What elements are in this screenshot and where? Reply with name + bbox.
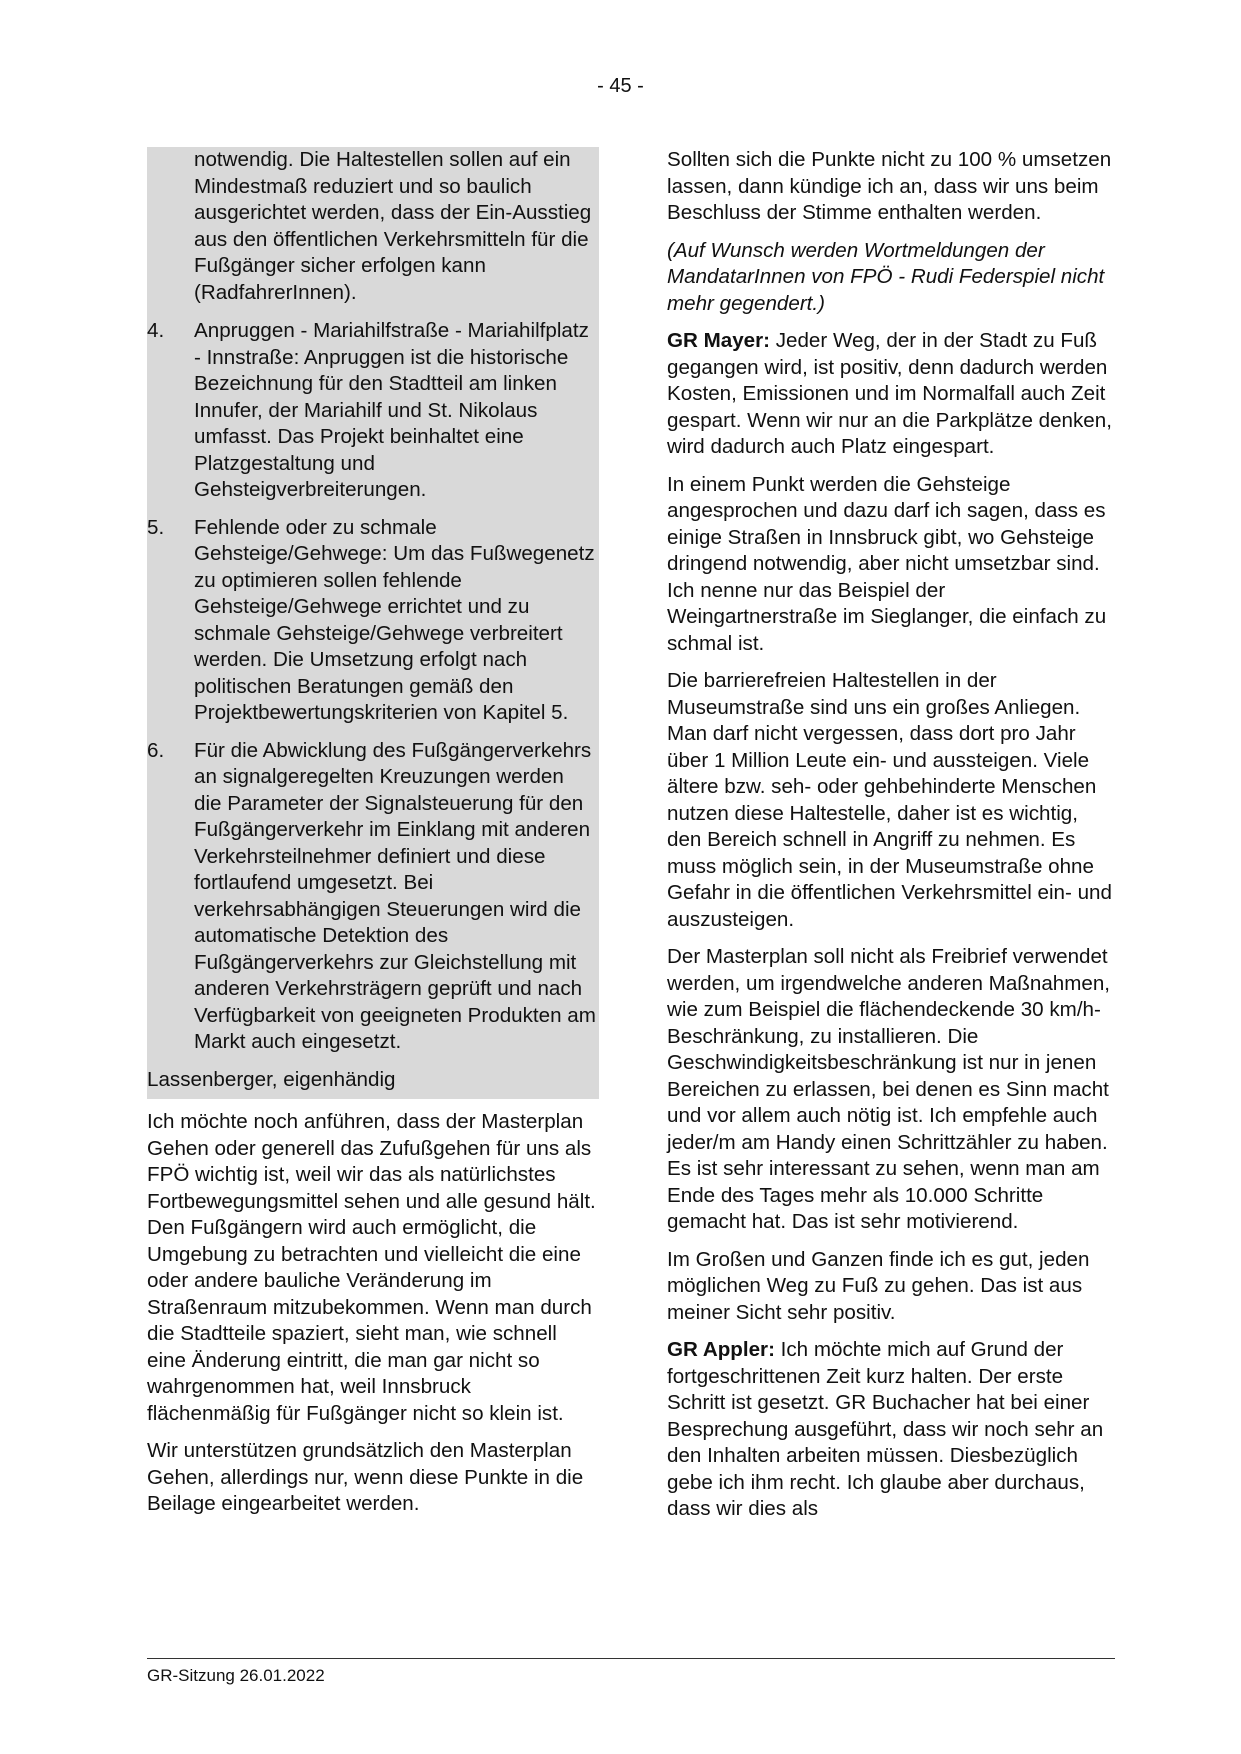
speech-text: Ich möchte mich auf Grund der fortgeschrittenen Zeit kurz halten. Der erste Schritt ist gesetzt. GR Buchacher hat bei einer Besprechung ausgeführt, dass wir noch sehr an den Inhalten arbeiten müssen. Diesbezüglich gebe ich ihm recht. Ich glaube aber durchaus, dass wir dies als <box>667 1338 1104 1520</box>
editorial-note: (Auf Wunsch werden Wortmeldungen der MandatarInnen von FPÖ - Rudi Federspiel nicht mehr gegendert.) <box>667 238 1105 315</box>
page-number: - 45 - <box>597 75 644 97</box>
list-text: Für die Abwicklung des Fußgängerverkehrs an signalgeregelten Kreuzungen werden die Parameter der Signalsteuerung für den Fußgängerverkehr im Einklang mit anderen Verkehrsteilnehmer definiert und diese fortlaufend umgesetzt. Bei verkehrsabhängigen Steuerungen wird die automatische Detektion des Fußgängerverkehrs zur Gleichstellung mit anderen Verkehrsträgern geprüft und nach Verfügbarkeit von geeigneten Produkten am Markt auch eingesetzt. <box>194 738 596 1053</box>
left-column <box>147 147 599 1529</box>
signature-line: Lassenberger, eigenhändig <box>147 1067 396 1091</box>
list-number: 5. <box>147 515 165 539</box>
list-item <box>147 738 597 1067</box>
list-text: Fehlende oder zu schmale Gehsteige/Gehwege: Um das Fußwegenetz zu optimieren sollen fehlende Gehsteige/Gehwege errichtet und zu schmale Gehsteige/Gehwege verbreitert werden. Die Umsetzung erfolgt nach politischen Beratungen gemäß den Projektbewertungskriterien von Kapitel 5. <box>194 515 595 724</box>
list-item <box>147 515 597 738</box>
paragraph: Der Masterplan soll nicht als Freibrief verwendet werden, um irgendwelche anderen Maßnahmen, wie zum Beispiel die flächendeckende 30 km/h-Beschränkung, zu installieren. Die Geschwindigkeitsbeschränkung ist nur in jenen Bereichen zu erlassen, bei denen es Sinn macht und vor allem auch nötig ist. Ich empfehle auch jeder/m am Handy einen Schrittzähler zu haben. Es ist sehr interessant zu sehen, wenn man am Ende des Tages mehr als 10.000 Schritte gemacht hat. Das ist sehr motivierend. <box>667 945 1111 1233</box>
speech-text: Jeder Weg, der in der Stadt zu Fuß gegangen wird, ist positiv, denn dadurch werden Kosten, Emissionen und im Normalfall auch Zeit gespart. Wenn wir nur an die Parkplätze denken, wird dadurch auch Platz eingespart. <box>667 329 1112 458</box>
list-item <box>147 318 597 515</box>
amendment-continuation: notwendig. Die Haltestellen sollen auf ein Mindestmaß reduziert und so baulich ausgerichtet werden, dass der Ein-Ausstieg aus den öffentlichen Verkehrsmitteln für die Fußgänger sicher erfolgen kann (RadfahrerInnen). <box>194 148 592 304</box>
footer-text: GR-Sitzung 26.01.2022 <box>147 1666 325 1685</box>
paragraph: Wir unterstützen grundsätzlich den Masterplan Gehen, allerdings nur, wenn diese Punkte in die Beilage eingearbeitet werden. <box>147 1439 584 1515</box>
highlighted-amendment <box>147 147 599 1099</box>
list-number: 6. <box>147 738 165 762</box>
paragraph: Im Großen und Ganzen finde ich es gut, jeden möglichen Weg zu Fuß zu gehen. Das ist aus meiner Sicht sehr positiv. <box>667 1247 1090 1324</box>
speaker-name: GR Mayer: <box>667 329 770 352</box>
paragraph: In einem Punkt werden die Gehsteige angesprochen und dazu darf ich sagen, dass es einige Straßen in Innsbruck gibt, wo Gehsteige dringend notwendig, aber nicht umsetzbar sind. Ich nenne nur das Beispiel der Weingartnerstraße im Sieglanger, die einfach zu schmal ist. <box>667 472 1107 655</box>
list-number: 4. <box>147 319 165 342</box>
paragraph: Die barrierefreien Haltestellen in der Museumstraße sind uns ein großes Anliegen. Man darf nicht vergessen, dass dort pro Jahr über 1 Million Leute ein- und aussteigen. Viele ältere bzw. seh- oder gehbehinderte Menschen nutzen diese Haltestelle, daher ist es wichtig, den Bereich schnell in Angriff zu nehmen. Es muss möglich sein, in der Museumstraße ohne Gefahr in die öffentlichen Verkehrsmittel ein- und auszusteigen. <box>667 669 1112 931</box>
speech-appler <box>667 1337 1115 1523</box>
list-text: Anpruggen - Mariahilfstraße - Mariahilfplatz - Innstraße: Anpruggen ist die historische Bezeichnung für den Stadtteil am linken Innufer, der Mariahilf und St. Nikolaus umfasst. Das Projekt beinhaltet eine Platzgestaltung und Gehsteigverbreiterungen. <box>194 319 589 501</box>
footer-divider <box>147 1658 1115 1659</box>
paragraph: Ich möchte noch anführen, dass der Masterplan Gehen oder generell das Zufußgehen für uns als FPÖ wichtig ist, weil wir das als natürlichstes Fortbewegungsmittel sehen und alle gesund hält. Den Fußgängern wird auch ermöglicht, die Umgebung zu betrachten und vielleicht die eine oder andere bauliche Veränderung im Straßenraum mitzubekommen. Wenn man durch die Stadtteile spaziert, sieht man, wie schnell eine Änderung eintritt, die man gar nicht so wahrgenommen hat, weil Innsbruck flächenmäßig für Fußgänger nicht so klein ist. <box>147 1110 596 1425</box>
speech-mayer <box>667 328 1115 461</box>
right-column <box>667 147 1115 1534</box>
paragraph: Sollten sich die Punkte nicht zu 100 % umsetzen lassen, dann kündige ich an, dass wir uns beim Beschluss der Stimme enthalten werden. <box>667 148 1112 224</box>
speaker-name: GR Appler: <box>667 1338 775 1361</box>
